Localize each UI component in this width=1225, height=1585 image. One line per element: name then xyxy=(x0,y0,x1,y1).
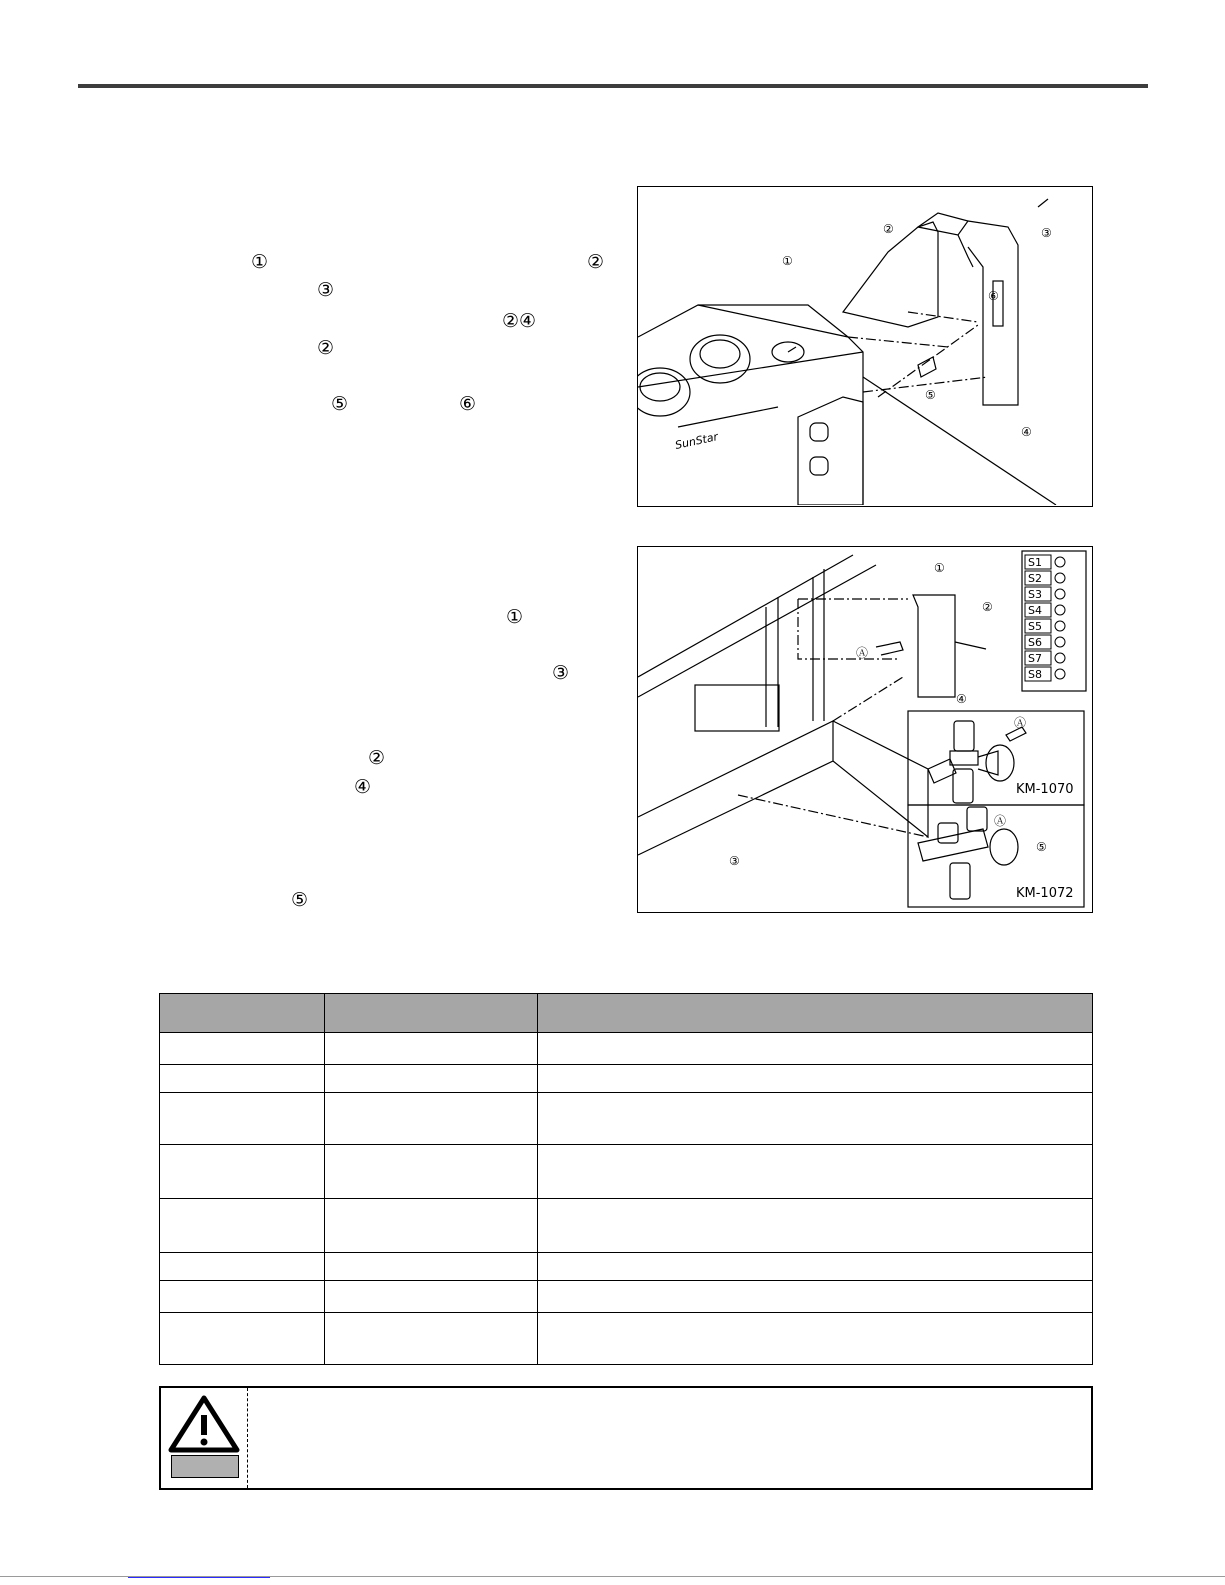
table-header-cell xyxy=(160,994,325,1033)
warning-box xyxy=(159,1386,1093,1490)
table-header-row xyxy=(160,994,1093,1033)
footer-link-underline[interactable] xyxy=(128,1577,270,1578)
terminal-s5: S5 xyxy=(1028,620,1042,633)
fig2-callout-1: ① xyxy=(934,561,945,575)
terminal-s7: S7 xyxy=(1028,652,1042,665)
solenoid-regulator-drawing xyxy=(638,547,1091,911)
p2-marker-4: ④ xyxy=(354,776,372,798)
fig2-callout-2: ② xyxy=(982,600,993,614)
fig1-callout-2: ② xyxy=(883,222,894,236)
table-row xyxy=(160,1313,1093,1365)
warning-label-bar xyxy=(171,1455,239,1478)
fig1-callout-4: ④ xyxy=(1021,425,1032,439)
top-rule xyxy=(78,84,1148,88)
fig1-callout-1: ① xyxy=(782,254,793,268)
table-row xyxy=(160,1253,1093,1281)
terminal-s4: S4 xyxy=(1028,604,1042,617)
p2-marker-2: ② xyxy=(368,747,386,769)
marker-2b: ② xyxy=(317,337,335,359)
fig1-callout-6: ⑥ xyxy=(988,289,999,303)
figure-solenoid-regulator xyxy=(637,546,1093,913)
table-row xyxy=(160,1281,1093,1313)
spec-table xyxy=(159,993,1093,1365)
p2-marker-3: ③ xyxy=(552,662,570,684)
table-row xyxy=(160,1199,1093,1253)
model-label-km1070: KM-1070 xyxy=(1016,782,1074,797)
terminal-s8: S8 xyxy=(1028,668,1042,681)
fig1-callout-3: ③ xyxy=(1041,226,1052,240)
p2-marker-5: ⑤ xyxy=(291,889,309,911)
table-row xyxy=(160,1145,1093,1199)
fig2-arrow-a2: Ⓐ xyxy=(1014,716,1027,730)
marker-2: ② xyxy=(587,251,605,273)
warning-text xyxy=(261,1398,1081,1478)
terminal-s2: S2 xyxy=(1028,572,1042,585)
fig2-callout-3: ③ xyxy=(729,854,740,868)
fig2-callout-5: ⑤ xyxy=(1036,840,1047,854)
fig1-callout-5: ⑤ xyxy=(925,388,936,402)
terminal-s6: S6 xyxy=(1028,636,1042,649)
marker-6: ⑥ xyxy=(459,393,477,415)
warning-icon-cell xyxy=(161,1388,248,1488)
fig2-arrow-a1: Ⓐ xyxy=(856,646,869,660)
table-row xyxy=(160,1065,1093,1093)
table-header-cell xyxy=(538,994,1093,1033)
fig2-arrow-a3: Ⓐ xyxy=(994,814,1007,828)
marker-3: ③ xyxy=(317,279,335,301)
terminal-s1: S1 xyxy=(1028,556,1042,569)
table-row xyxy=(160,1093,1093,1145)
table-row xyxy=(160,1033,1093,1065)
p2-marker-1: ① xyxy=(506,606,524,628)
fig2-callout-4: ④ xyxy=(956,692,967,706)
terminal-s3: S3 xyxy=(1028,588,1042,601)
marker-5: ⑤ xyxy=(331,393,349,415)
marker-2-4: ②④ xyxy=(502,310,537,332)
figure-cover-assembly xyxy=(637,186,1093,507)
warning-triangle-icon xyxy=(161,1388,247,1458)
marker-1: ① xyxy=(251,251,269,273)
model-label-km1072: KM-1072 xyxy=(1016,886,1074,901)
table-header-cell xyxy=(325,994,538,1033)
fig1-brand-logo: SunStar xyxy=(673,430,720,452)
cover-assembly-drawing xyxy=(638,187,1091,505)
